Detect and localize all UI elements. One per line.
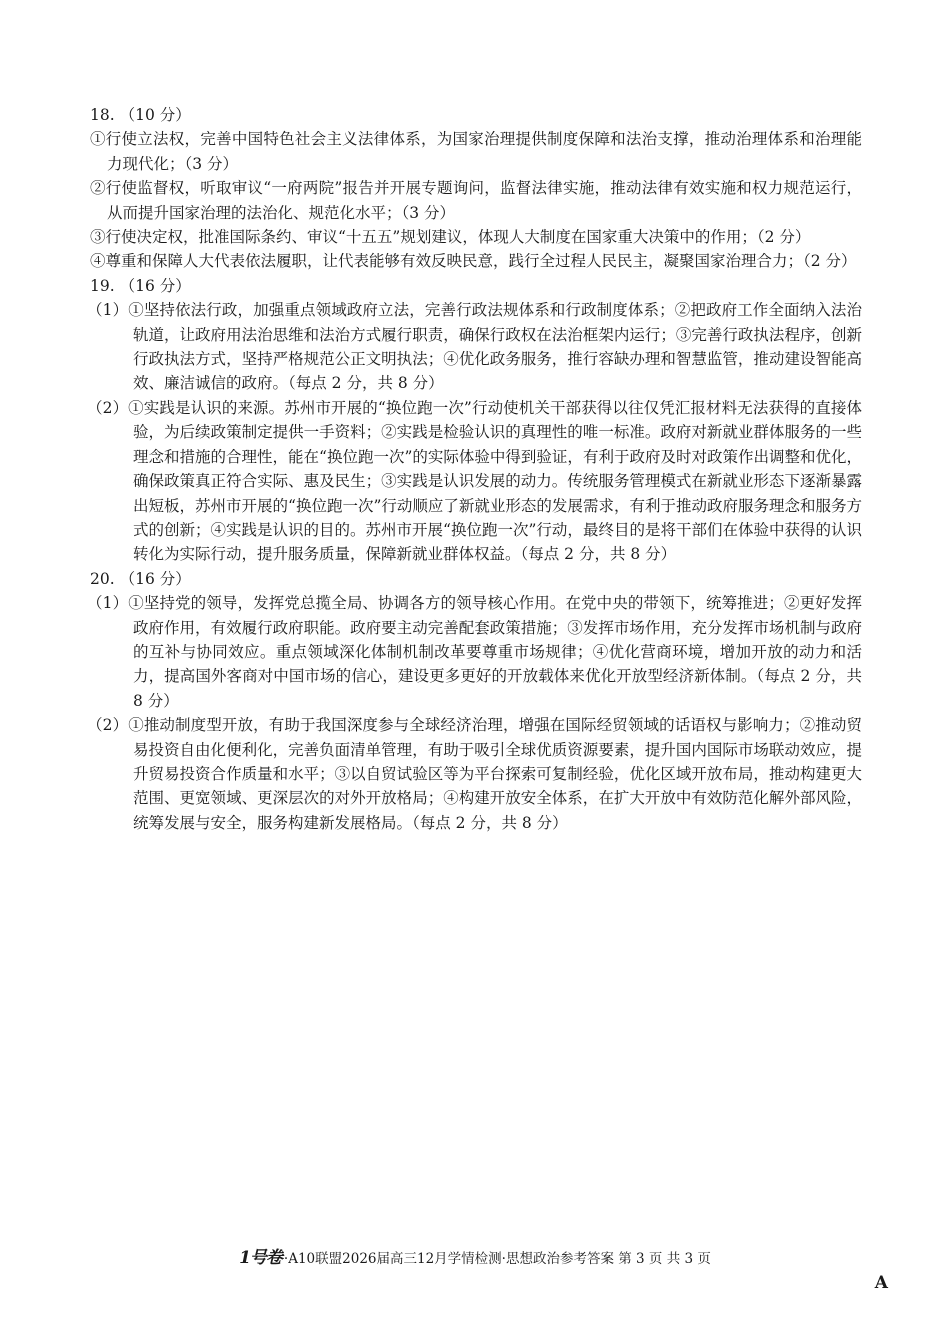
question-20-part-2: （2）①推动制度型开放，有助于我国深度参与全球经济治理，增强在国际经贸领域的话语权与影响力；②推动贸易投资自由化便利化，完善负面清单管理，有助于吸引全球优质资源要素，提升国内国际市场联动效应，提升贸易投资合作质量和水平；③以自贸试验区等为平台探索可复制经验，优化区域开放布局，推动构建更大范围、更宽领域、更深层次的对外开放格局；④构建开放安全体系，在扩大开放中有效防范化解外部风险，统筹发展与安全，服务构建新发展格局。（每点 2 分，共 8 分） xyxy=(87,716,862,832)
question-19 xyxy=(87,274,862,567)
footer-text: ·A10联盟2026届高三12月学情检测·思想政治参考答案 第 3 页 共 3 页 xyxy=(283,1251,711,1267)
question-19-heading: 19. （16 分） xyxy=(90,276,191,295)
question-20-part-1: （1）①坚持党的领导，发挥党总揽全局、协调各方的领导核心作用。在党中央的带领下，统筹推进；②更好发挥政府作用，有效履行政府职能。政府要主动完善配套政策措施；③发挥市场作用，充分发挥市场机制与政府的互补与协同效应。重点领域深化体制机制改革要尊重市场规律；④优化营商环境，增加开放的动力和活力，提高国外客商对中国市场的信心，建设更多更好的开放载体来优化开放型经济新体制。（每点 2 分，共 8 分） xyxy=(87,594,862,710)
version-mark: A xyxy=(874,1273,888,1293)
question-20-heading: 20. （16 分） xyxy=(90,569,191,588)
question-19-part-1: （1）①坚持依法行政，加强重点领域政府立法，完善行政法规体系和行政制度体系；②把政府工作全面纳入法治轨道，让政府用法治思维和法治方式履行职责，确保行政权在法治框架内运行；③完善行政执法程序，创新行政执法方式，坚持严格规范公正文明执法；④优化政务服务，推行容缺办理和智慧监管，推动建设智能高效、廉洁诚信的政府。（每点 2 分，共 8 分） xyxy=(87,301,862,393)
page-footer xyxy=(0,1248,950,1269)
answer-key-page xyxy=(87,103,862,835)
question-18-point-3: ③行使决定权，批准国际条约、审议“十五五”规划建议，体现人大制度在国家重大决策中的作用；（2 分） xyxy=(90,228,811,247)
question-18-heading: 18. （10 分） xyxy=(90,106,191,124)
publisher-logo: 1号卷 xyxy=(239,1248,282,1268)
question-18-point-4: ④尊重和保障人大代表依法履职，让代表能够有效反映民意，践行全过程人民民主，凝聚国家治理合力；（2 分） xyxy=(90,252,857,271)
question-18-point-2: ②行使监督权，听取审议“一府两院”报告并开展专题询问，监督法律实施，推动法律有效实施和权力规范运行，从而提升国家治理的法治化、规范化水平；（3 分） xyxy=(90,179,862,222)
question-18-point-1: ①行使立法权，完善中国特色社会主义法律体系，为国家治理提供制度保障和法治支撑，推动治理体系和治理能力现代化；（3 分） xyxy=(90,130,862,173)
question-19-part-2: （2）①实践是认识的来源。苏州市开展的“换位跑一次”行动使机关干部获得以往仅凭汇报材料无法获得的直接体验，为后续政策制定提供一手资料；②实践是检验认识的真理性的唯一标准。政府对新就业群体服务的一些理念和措施的合理性，能在“换位跑一次”的实际体验中得到验证，有利于政府及时对政策作出调整和优化，确保政策真正符合实际、惠及民生；③实践是认识发展的动力。传统服务管理模式在新就业形态下逐渐暴露出短板，苏州市开展的“换位跑一次”行动顺应了新就业形态的发展需求，有利于推动政府服务理念和服务方式的创新；④实践是认识的目的。苏州市开展“换位跑一次”行动，最终目的是将干部们在体验中获得的认识转化为实际行动，提升服务质量，保障新就业群体权益。（每点 2 分，共 8 分） xyxy=(87,398,862,564)
question-18 xyxy=(90,103,862,274)
question-20 xyxy=(87,567,862,835)
